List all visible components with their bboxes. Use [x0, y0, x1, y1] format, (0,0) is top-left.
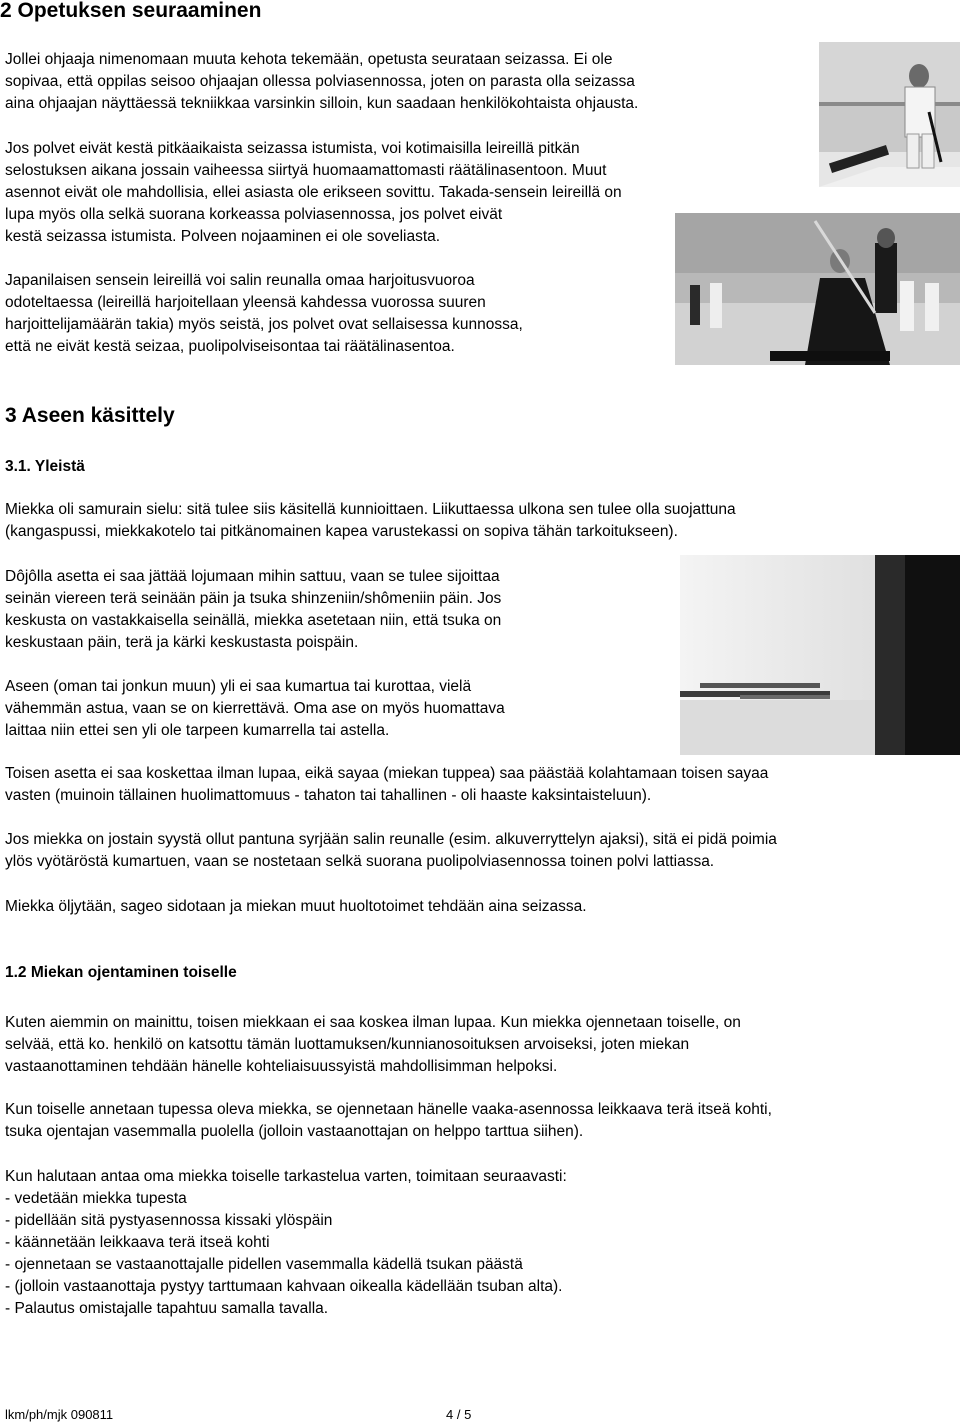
- subsection-heading: 1.2 Miekan ojentaminen toiselle: [5, 964, 237, 981]
- text-line: tsuka ojentajan vasemmalla puolella (jolloin vastaanottajan on helppo tarttua siihen).: [5, 1123, 584, 1140]
- text-line: sopivaa, että oppilas seisoo ohjaajan ollessa polviasennossa, joten on parasta olla seizassa: [5, 73, 635, 90]
- text-line: Dôjôlla asetta ei saa jättää lojumaan mihin sattuu, vaan se tulee sijoittaa: [5, 568, 500, 585]
- text-line: vastaanottaminen tehdään hänelle kohteliaisuussyistä mahdollisimman helpoksi.: [5, 1058, 558, 1075]
- text-line: seinän viereen terä seinään päin ja tsuka shinzeniin/shômeniin päin. Jos: [5, 590, 502, 607]
- paragraph: [5, 1099, 772, 1143]
- text-line: ylös vyötäröstä kumartuen, vaan se nostetaan selkä suorana puolipolviasennossa toinen polvi lattiassa.: [5, 853, 715, 870]
- text-line: Aseen (oman tai jonkun muun) yli ei saa kumartua tai kurottaa, vielä: [5, 678, 472, 695]
- text-line: Kun toiselle annetaan tupessa oleva miekka, se ojennetaan hänelle vaaka-asennossa leikkaava terä itseä kohti,: [5, 1101, 772, 1118]
- text-line: että ne eivät kestä seizaa, puolipolviseisontaa tai räätälinasentoa.: [5, 338, 455, 355]
- text-line: Miekka öljytään, sageo sidotaan ja miekan muut huoltotoimet tehdään aina seizassa.: [5, 898, 587, 915]
- paragraph: [5, 270, 523, 358]
- section-heading: 2 Opetuksen seuraaminen: [0, 0, 262, 22]
- text-line: selvää, että ko. henkilö on katsottu tämän luottamuksen/kunnianosoituksen arvoiseksi, joten miekan: [5, 1036, 690, 1053]
- text-line: harjoittelijamäärän takia) myös seistä, jos polvet ovat sellaisessa kunnossa,: [5, 316, 523, 333]
- paragraph: [5, 829, 777, 873]
- text-line: aina ohjaajan näyttäessä tekniikkaa varsinkin silloin, kun saadaan henkilökohtaista ohjausta.: [5, 95, 639, 112]
- text-line: keskustaan päin, terä ja kärki keskustasta poispäin.: [5, 634, 359, 651]
- list-item: - pidellään sitä pystyasennossa kissaki ylöspäin: [5, 1212, 333, 1229]
- text-line: Miekka oli samurain sielu: sitä tulee siis käsitellä kunnioittaen. Liikuttaessa ulkona sen tulee olla suojattuna: [5, 501, 736, 518]
- text-line: Jos polvet eivät kestä pitkäaikaista seizassa istumista, voi kotimaisilla leireillä pitkän: [5, 140, 580, 157]
- section-heading: 3 Aseen käsittely: [5, 404, 175, 427]
- list-item: - käännetään leikkaava terä itseä kohti: [5, 1234, 270, 1251]
- text-line: Kuten aiemmin on mainittu, toisen miekkaan ei saa koskea ilman lupaa. Kun miekka ojennetaan toiselle, on: [5, 1014, 741, 1031]
- text-line: lupa myös olla selkä suorana korkeassa polviasennossa, jos polvet eivät: [5, 206, 503, 223]
- list-paragraph: [5, 1166, 567, 1320]
- text-line: odoteltaessa (leireillä harjoitellaan yleensä kahdessa vuorossa suuren: [5, 294, 486, 311]
- paragraph: [5, 896, 587, 918]
- text-line: Kun halutaan antaa oma miekka toiselle tarkastelua varten, toimitaan seuraavasti:: [5, 1168, 567, 1185]
- text-line: laittaa niin ettei sen yli ole tarpeen kumarrella tai astella.: [5, 722, 390, 739]
- text-line: Jos miekka on jostain syystä ollut pantuna syrjään salin reunalle (esim. alkuverryttelyn ajaksi), sitä ei pidä poimia: [5, 831, 777, 848]
- text-line: selostuksen aikana jossain vaiheessa siirtyä huomaamattomasti räätälinasentoon. Muut: [5, 162, 607, 179]
- text-line: asennot eivät ole mahdollisia, ellei asiasta ole erikseen sovittu. Takada-sensein leireillä on: [5, 184, 622, 201]
- text-line: vasten (muinoin tällainen huolimattomuus - tahaton tai tahallinen - oli haaste kaksintaisteluun).: [5, 787, 652, 804]
- text-line: (kangaspussi, miekkakotelo tai pitkänomainen kapea varustekassi on sopiva tähän tarkoitukseen).: [5, 523, 678, 540]
- photo-swords-on-floor: [680, 555, 960, 755]
- list-item: - vedetään miekka tupesta: [5, 1190, 187, 1207]
- text-line: kestä seizassa istumista. Polveen nojaaminen ei ole soveliasta.: [5, 228, 441, 245]
- photo-kneeling-sword: [675, 213, 960, 365]
- list-item: - ojennetaan se vastaanottajalle pidellen vasemmalla kädellä tsukan päästä: [5, 1256, 523, 1273]
- footer-author: lkm/ph/mjk 090811: [5, 1407, 114, 1422]
- paragraph: [5, 676, 505, 742]
- text-line: Jollei ohjaaja nimenomaan muuta kehota tekemään, opetusta seurataan seizassa. Ei ole: [5, 51, 613, 68]
- paragraph: [5, 499, 736, 543]
- paragraph: [5, 1012, 741, 1078]
- paragraph: [5, 763, 768, 807]
- text-line: Japanilaisen sensein leireillä voi salin reunalla omaa harjoitusvuoroa: [5, 272, 475, 289]
- page-number: 4 / 5: [446, 1407, 472, 1422]
- text-line: Toisen asetta ei saa koskettaa ilman lupaa, eikä sayaa (miekan tuppea) saa päästää kolahtamaan toisen sayaa: [5, 765, 769, 782]
- photo-standing-instructor: [819, 42, 960, 187]
- list-item: - Palautus omistajalle tapahtuu samalla tavalla.: [5, 1300, 329, 1317]
- paragraph: [5, 566, 501, 654]
- list-item: - (jolloin vastaanottaja pystyy tarttumaan kahvaan oikealla kädellään tsuban alta).: [5, 1278, 563, 1295]
- paragraph: [5, 49, 638, 115]
- subsection-heading: 3.1. Yleistä: [5, 458, 85, 475]
- paragraph: [5, 138, 622, 248]
- text-line: vähemmän astua, vaan se on kierrettävä. Oma ase on myös huomattava: [5, 700, 505, 717]
- text-line: keskusta on vastakkaisella seinällä, miekka asetetaan niin, että tsuka on: [5, 612, 502, 629]
